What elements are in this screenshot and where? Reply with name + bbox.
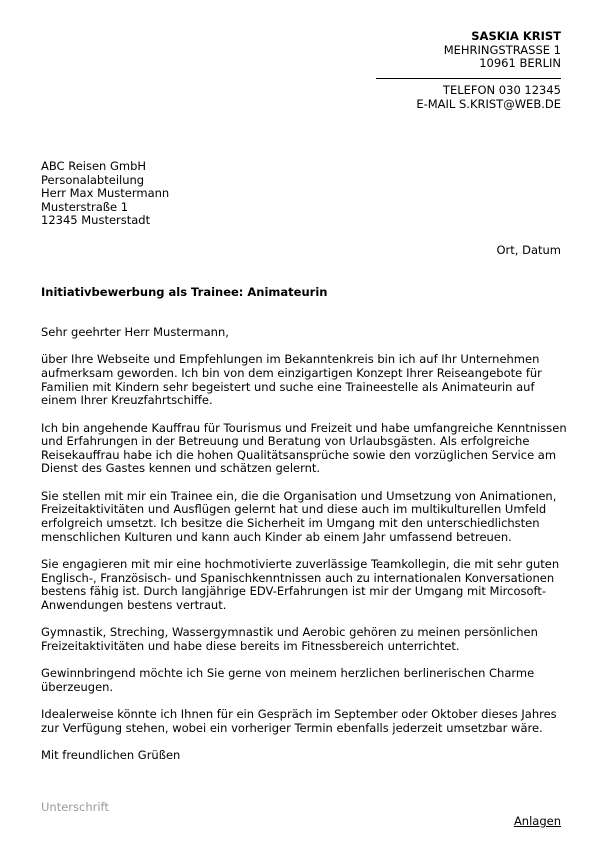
recipient-address: [41, 160, 169, 228]
header-divider: [376, 78, 561, 79]
body-paragraph: Gewinnbringend möchte ich Sie gerne von meinem herzlichen berlinerischen Charme überzeugen.: [41, 666, 535, 694]
recipient-line: ABC Reisen GmbH: [41, 159, 147, 173]
letter-body: [41, 326, 571, 776]
recipient-line: 12345 Musterstadt: [41, 213, 151, 228]
recipient-line: Musterstraße 1: [41, 199, 129, 214]
salutation: Sehr geehrter Herr Mustermann,: [41, 325, 229, 339]
enclosure-label: Anlagen: [513, 814, 561, 828]
sender-name: SASKIA KRIST: [471, 29, 561, 43]
body-paragraph: Ich bin angehende Kauffrau für Tourismus und Freizeit und habe umfangreiche Kenntnissen und Erfahrungen in der Betreuung und Beratung von Urlaubsgästen. Als erfolgreiche Reisekauffrau habe ich die hohen Qualitätsansprüche sowie den vorzüglichen Service am Dienst des Gastes kennen und schätzen gelernt.: [41, 420, 567, 476]
sender-contact: [301, 84, 561, 111]
letter-subject: Initiativbewerbung als Trainee: Animateurin: [41, 285, 328, 299]
letter-date: Ort, Datum: [496, 243, 561, 257]
body-paragraph: Sie engagieren mit mir eine hochmotivierte zuverlässige Teamkollegin, die mit sehr guten Englisch-, Französisch- und Spanischkenntnissen auch zu internationalen Konversationen bestens fähig ist. Durch langjährige EDV-Erfahrungen ist mir der Umgang mit Mircosoft-Anwendungen bestens vertraut.: [41, 556, 560, 612]
sender-address: [301, 30, 561, 71]
sender-street: MEHRINGSTRASSE 1: [443, 42, 561, 57]
body-paragraph: Gymnastik, Streching, Wassergymnastik und Aerobic gehören zu meinen persönlichen Freizeitaktivitäten und habe diese bereits im Fitnessbereich unterrichtet.: [41, 625, 538, 653]
sender-phone: TELEFON 030 12345: [442, 83, 561, 97]
body-paragraph: Sie stellen mit mir ein Trainee ein, die die Organisation und Umsetzung von Animationen, Freizeitaktivitäten und Ausflügen gelernt hat und diese auch im multikulturellen Umfeld erfolgreich umsetzt. Ich besitze die Sicherheit im Umgang mit den unterschiedlichsten menschlichen Kulturen und kann auch Kinder ab einem Jahr umfassend betreuen.: [41, 488, 557, 544]
sender-email: E-MAIL S.KRIST@WEB.DE: [416, 96, 561, 111]
recipient-line: Personalabteilung: [41, 172, 145, 187]
body-paragraph: Idealerweise könnte ich Ihnen für ein Gespräch im September oder Oktober dieses Jahres zur Verfügung stehen, wobei ein vorheriger Termin ebenfalls jederzeit umsetzbar wäre.: [41, 707, 557, 735]
signature-placeholder: Unterschrift: [41, 800, 109, 814]
sender-city: 10961 BERLIN: [479, 56, 561, 71]
closing: Mit freundlichen Grüßen: [41, 748, 181, 763]
body-paragraph: über Ihre Webseite und Empfehlungen im Bekanntenkreis bin ich auf Ihr Unternehmen aufmerksam geworden. Ich bin von dem einzigartigen Konzept Ihrer Reiseangebote für Familien mit Kindern sehr begeistert und suche eine Traineestelle als Animateurin auf einem Ihrer Kreuzfahrtschiffe.: [41, 352, 542, 408]
recipient-line: Herr Max Mustermann: [41, 186, 170, 201]
